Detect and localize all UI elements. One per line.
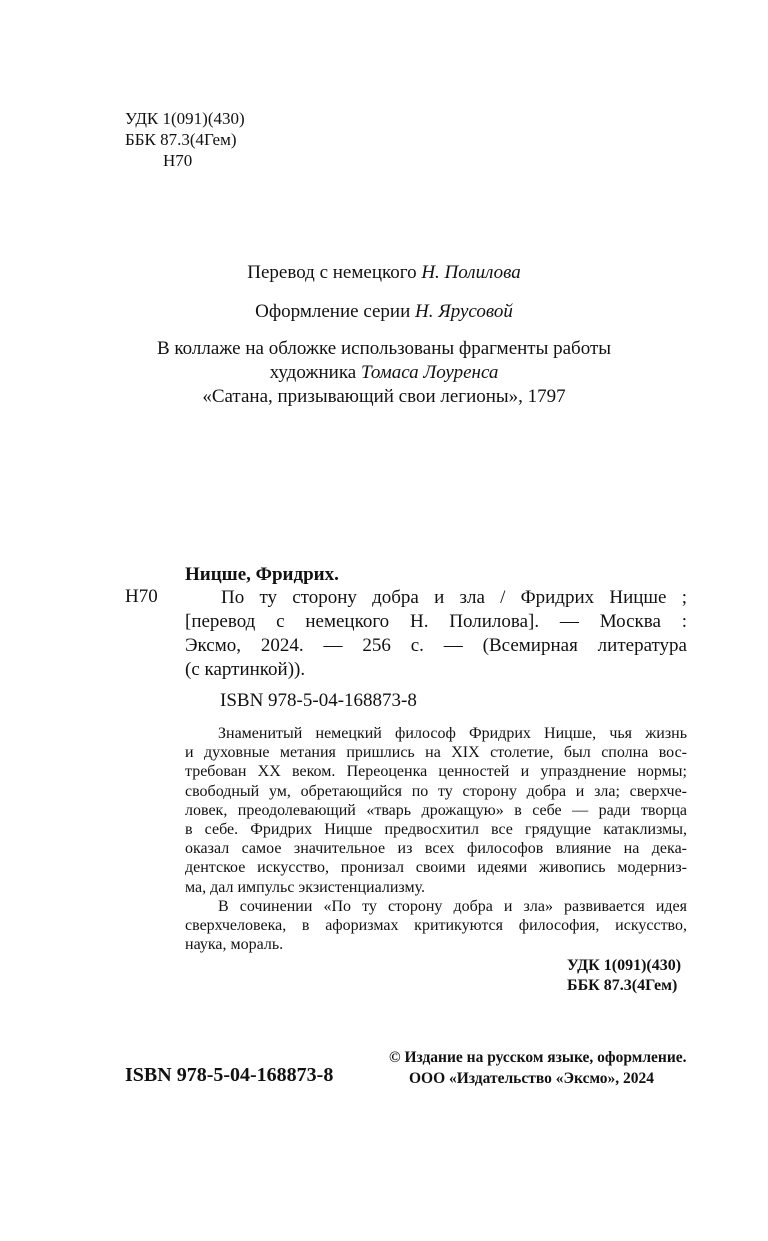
annotation-line: Знаменитый немецкий философ Фридрих Ницше, чья жизнь xyxy=(218,725,687,742)
cover-credit-line3: «Сатана, призывающий свои легионы», 1797 xyxy=(202,386,566,407)
annotation-line: дентское искусство, пронизал своими идеями живопись модерниз- xyxy=(185,859,687,877)
annotation xyxy=(185,724,687,954)
translation-prefix: Перевод с немецкого xyxy=(247,262,417,283)
series-design-prefix: Оформление серии xyxy=(255,301,411,322)
biblio-line: (с картинкой)). xyxy=(185,659,306,680)
bbk-code: ББК 87.3(4Гем) xyxy=(125,130,237,149)
annotation-paragraph-2 xyxy=(185,897,687,955)
bbk-code-bottom: ББК 87.3(4Гем) xyxy=(567,977,678,994)
bottom-classification-codes xyxy=(567,956,681,996)
bibliographic-description xyxy=(185,586,687,682)
annotation-paragraph-1 xyxy=(185,724,687,897)
translation-credit xyxy=(0,261,768,285)
cover-credit-line1: В коллаже на обложке использованы фрагменты работы xyxy=(156,338,612,359)
translator-name: Н. Полилова xyxy=(421,262,521,283)
series-design-credit xyxy=(0,300,768,324)
biblio-line: Эксмо, 2024. — 256 с. — (Всемирная литература xyxy=(185,635,687,656)
catalog-isbn: ISBN 978-5-04-168873-8 xyxy=(220,690,417,711)
cover-credit-prefix: художника xyxy=(269,362,357,383)
annotation-line: в себе. Фридрих Ницше предвосхитил все грядущие катаклизмы, xyxy=(185,821,687,839)
biblio-line: По ту сторону добра и зла / Фридрих Ницше ; xyxy=(221,587,687,608)
cover-credit-line2 xyxy=(0,361,768,385)
udk-code: УДК 1(091)(430) xyxy=(125,109,245,128)
copyright-notice xyxy=(389,1047,687,1089)
annotation-line: ловек, преодолевающий «тварь дрожащую» в себе — ради творца xyxy=(185,801,687,819)
annotation-line: ма, дал импульс экзистенциализму. xyxy=(185,878,426,896)
cover-credit xyxy=(0,337,768,409)
artist-name: Томаса Лоуренса xyxy=(360,362,499,383)
author-mark-code: Н70 xyxy=(163,151,193,170)
copyright-line2: ООО «Издательство «Эксмо», 2024 xyxy=(409,1070,655,1087)
annotation-line: сверхчеловека, в афоризмах критикуются философия, искусство, xyxy=(185,917,687,935)
catalog-code: Н70 xyxy=(125,586,158,607)
top-classification-codes xyxy=(125,108,245,171)
annotation-line: свободный ум, обретающийся по ту сторону добра и зла; сверхче- xyxy=(185,782,687,800)
annotation-line: и духовные метания пришлись на XIX столетие, был сполна вос- xyxy=(185,744,687,762)
designer-name: Н. Ярусовой xyxy=(415,301,513,322)
biblio-line: [перевод с немецкого Н. Полилова]. — Москва : xyxy=(185,611,687,632)
catalog-author: Ницше, Фридрих. xyxy=(185,564,339,585)
isbn-bold: ISBN 978-5-04-168873-8 xyxy=(125,1064,334,1086)
annotation-line: оказал самое значительное из всех философов влияние на дека- xyxy=(185,840,687,858)
annotation-line: наука, мораль. xyxy=(185,936,284,954)
udk-code-bottom: УДК 1(091)(430) xyxy=(567,957,682,974)
annotation-line: требован XX веком. Переоценка ценностей и упразднение нормы; xyxy=(185,763,687,781)
copyright-line1: © Издание на русском языке, оформление. xyxy=(389,1049,687,1066)
annotation-line: В сочинении «По ту сторону добра и зла» развивается идея xyxy=(218,897,687,915)
